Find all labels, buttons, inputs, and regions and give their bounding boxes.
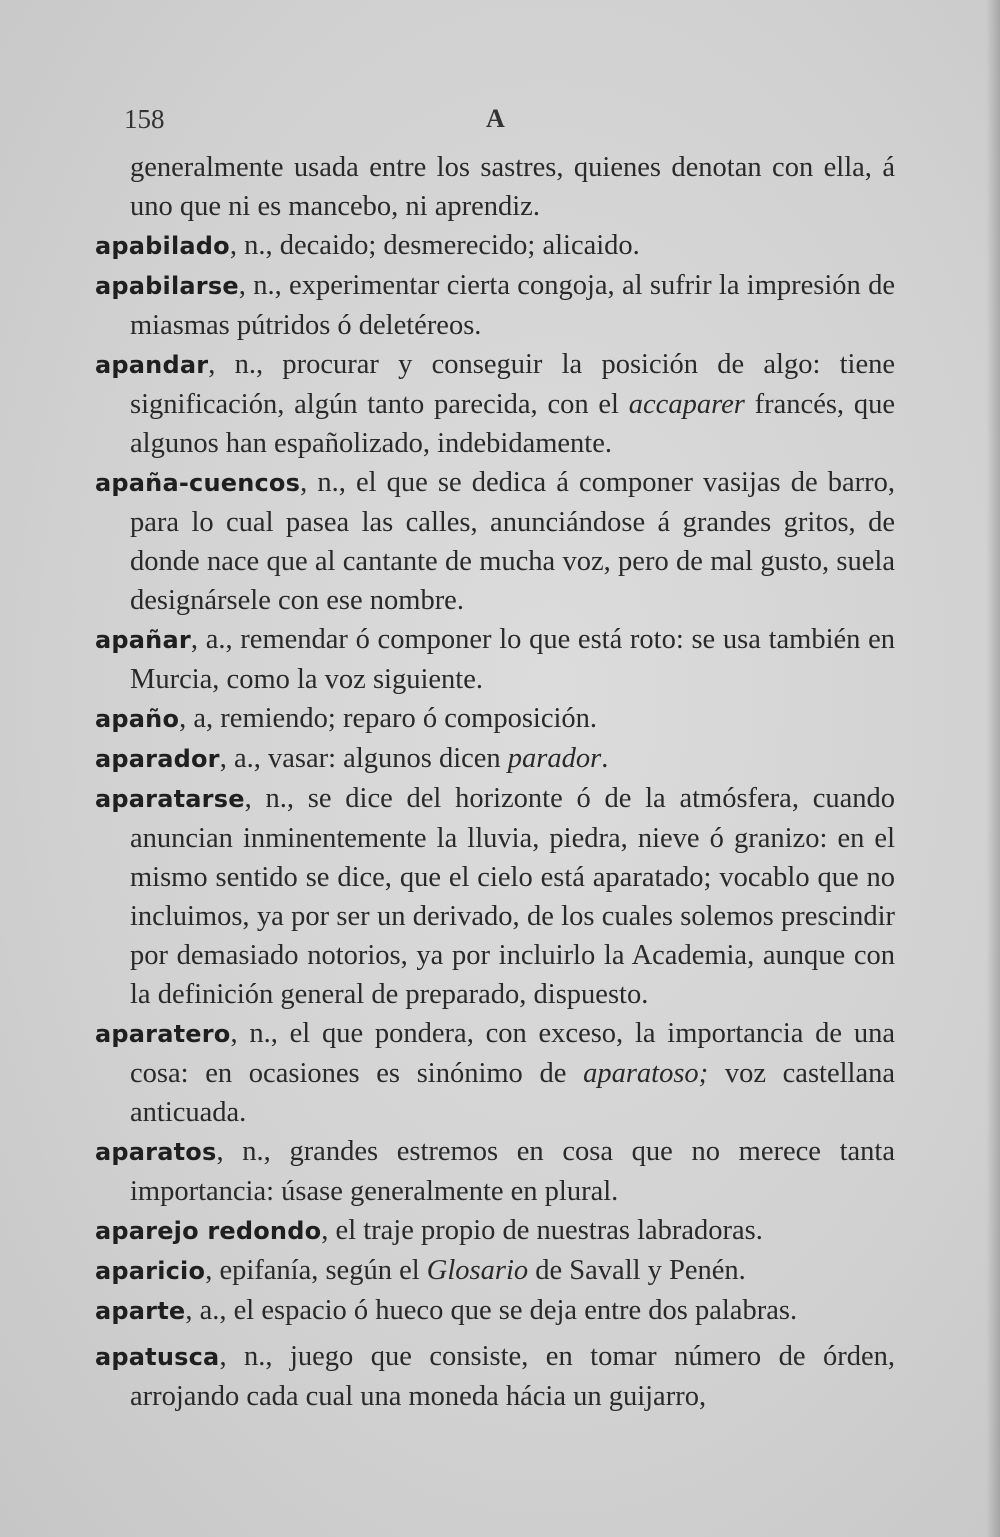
headword: apañar [95, 626, 191, 654]
entry-aparatos [95, 1132, 895, 1211]
definition: , n., se dice del horizonte ó de la atmósfera, cuando anuncian inminentemente la lluvia, piedra, nieve ó granizo: en el mismo sentido se dice, que el cielo está aparatado; vocablo que no incluimos, ya por ser un derivado, de los cuales solemos prescindir por demasiado notorios, ya por incluirlo la Academia, aunque con la definición general de preparado, dispuesto. [130, 783, 895, 1010]
entry-apanar [95, 620, 895, 699]
definition: , n., grandes estremos en cosa que no merece tanta importancia: úsase generalmente en plural. [130, 1136, 895, 1207]
definition: , n., juego que consiste, en tomar número de órden, arrojando cada cual una moneda hácia un guijarro, [130, 1341, 895, 1412]
definition: , n., el que pondera, con exceso, la importancia de una cosa: en ocasiones es sinónimo de [130, 1018, 895, 1089]
headword: apaña-cuencos [95, 469, 301, 497]
entry-apabilado [95, 226, 895, 266]
entry-aparte [95, 1291, 895, 1331]
italic-term: Glosario [426, 1255, 529, 1286]
page-number: 158 [124, 104, 165, 134]
italic-term: parador [507, 743, 602, 774]
italic-term: accaparer [628, 389, 745, 420]
definition-tail: voz castellana anticuada. [130, 1058, 896, 1128]
running-head-letter: A [486, 104, 505, 133]
definition: , a., el espacio ó hueco que se deja entre dos palabras. [185, 1295, 798, 1326]
definition: , epifanía, según el [205, 1255, 427, 1286]
entry-apandar [95, 345, 895, 463]
entry-aparejo-redondo [95, 1211, 895, 1251]
definition: , el traje propio de nuestras labradoras. [321, 1215, 763, 1246]
entry-aparatarse [95, 779, 895, 1014]
definition: , a., vasar: algunos dicen [219, 743, 508, 774]
headword: aparatero [95, 1020, 231, 1048]
entry-aparicio [95, 1251, 895, 1291]
headword: aparte [95, 1297, 186, 1325]
headword: apabilado [95, 232, 230, 260]
definition: , n., procurar y conseguir la posición de algo: tiene significación, algún tanto parecida, con el [130, 349, 895, 420]
definition: , n., el que se dedica á componer vasijas de barro, para lo cual pasea las calles, anunciándose á grandes gritos, de donde nace que al cantante de mucha voz, pero de mal gusto, suela designársele con ese nombre. [130, 467, 895, 616]
headword: aparador [95, 745, 220, 773]
headword: apandar [95, 351, 209, 379]
entry-apana-cuencos [95, 463, 895, 620]
headword: aparatos [95, 1138, 217, 1166]
headword: aparejo redondo [95, 1217, 322, 1245]
entry-apatusca [95, 1337, 895, 1416]
entry-aparador [95, 739, 895, 779]
headword: aparicio [95, 1257, 206, 1285]
dictionary-body [95, 148, 895, 1416]
definition: , n., decaido; desmerecido; alicaido. [229, 230, 640, 261]
headword: apatusca [95, 1343, 220, 1371]
definition: , a., remendar ó componer lo que está roto: se usa también en Murcia, como la voz siguiente. [130, 624, 895, 695]
continued-definition: generalmente usada entre los sastres, quienes denotan con ella, á uno que ni es mancebo, ni aprendiz. [130, 152, 895, 222]
page-edge-shadow [986, 0, 1000, 1537]
definition-tail: de Savall y Penén. [528, 1255, 746, 1286]
page-header [120, 104, 900, 138]
entry-apabilarse [95, 266, 895, 345]
headword: aparatarse [95, 785, 245, 813]
entry-apano [95, 699, 895, 739]
definition-tail: francés, que algunos han españolizado, indebidamente. [130, 389, 896, 459]
italic-term: aparatoso; [583, 1058, 709, 1089]
definition: , n., experimentar cierta congoja, al sufrir la impresión de miasmas pútridos ó deletéreos. [130, 270, 895, 341]
definition: , a, remiendo; reparo ó composición. [179, 703, 598, 734]
definition-tail: . [601, 743, 609, 774]
headword: apabilarse [95, 272, 239, 300]
entry-aparatero [95, 1014, 895, 1132]
headword: apaño [95, 705, 180, 733]
